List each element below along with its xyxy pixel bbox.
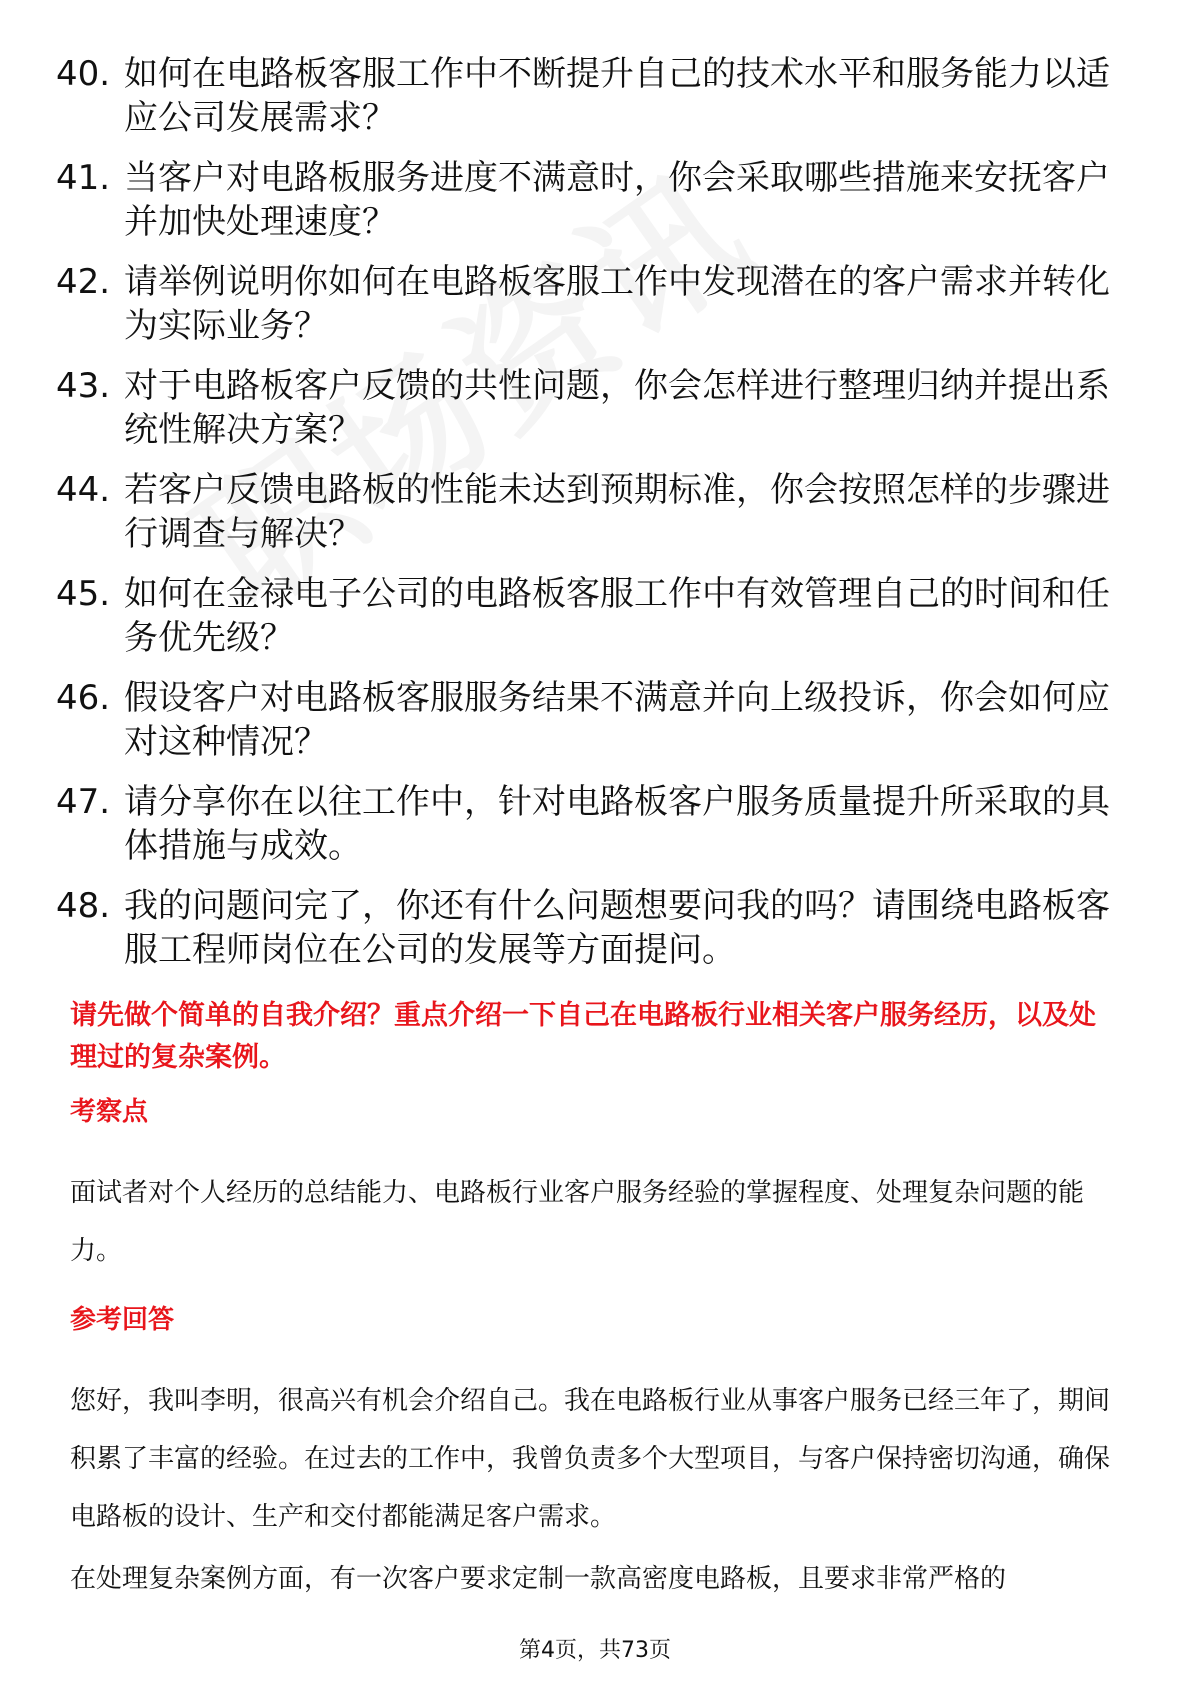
answer-paragraph: 在处理复杂案例方面，有一次客户要求定制一款高密度电路板，且要求非常严格的	[70, 1564, 1007, 1594]
question-number: 48.	[56, 886, 111, 926]
question-text: 如何在电路板客服工作中不断提升自己的技术水平和服务能力以适应公司发展需求？	[124, 54, 1110, 138]
question-item	[56, 884, 1136, 972]
question-number: 43.	[56, 366, 111, 406]
focus-label: 考察点	[70, 1097, 149, 1127]
question-item	[56, 156, 1136, 244]
question-number: 45.	[56, 574, 111, 614]
question-number: 41.	[56, 158, 111, 198]
page-footer: 第4页，共73页	[519, 1638, 671, 1663]
question-number: 42.	[56, 262, 111, 302]
question-text: 请分享你在以往工作中，针对电路板客户服务质量提升所采取的具体措施与成效。	[124, 782, 1110, 866]
question-text: 对于电路板客户反馈的共性问题，你会怎样进行整理归纳并提出系统性解决方案？	[124, 366, 1110, 450]
interview-question-headline: 请先做个简单的自我介绍？重点介绍一下自己在电路板行业相关客户服务经历，以及处理过的复杂案例。	[70, 1000, 1096, 1073]
question-text: 如何在金禄电子公司的电路板客服工作中有效管理自己的时间和任务优先级？	[124, 574, 1110, 658]
question-number: 44.	[56, 470, 111, 510]
question-text: 我的问题问完了，你还有什么问题想要问我的吗？请围绕电路板客服工程师岗位在公司的发展等方面提问。	[124, 886, 1110, 970]
question-item	[56, 572, 1136, 660]
question-item	[56, 52, 1136, 140]
answer-label: 参考回答	[70, 1305, 175, 1335]
question-item	[56, 468, 1136, 556]
question-text: 若客户反馈电路板的性能未达到预期标准，你会按照怎样的步骤进行调查与解决？	[124, 470, 1110, 554]
question-number: 46.	[56, 678, 111, 718]
question-item	[56, 260, 1136, 348]
question-text: 假设客户对电路板客服服务结果不满意并向上级投诉，你会如何应对这种情况？	[124, 678, 1110, 762]
focus-text: 面试者对个人经历的总结能力、电路板行业客户服务经验的掌握程度、处理复杂问题的能力。	[70, 1178, 1085, 1266]
question-text: 请举例说明你如何在电路板客服工作中发现潜在的客户需求并转化为实际业务？	[124, 262, 1110, 346]
answer-paragraph: 您好，我叫李明，很高兴有机会介绍自己。我在电路板行业从事客户服务已经三年了，期间积累了丰富的经验。在过去的工作中，我曾负责多个大型项目，与客户保持密切沟通，确保电路板的设计、生产和交付都能满足客户需求。	[70, 1386, 1111, 1532]
question-list	[56, 52, 1136, 988]
question-number: 40.	[56, 54, 111, 94]
question-number: 47.	[56, 782, 111, 822]
question-text: 当客户对电路板服务进度不满意时，你会采取哪些措施来安抚客户并加快处理速度？	[124, 158, 1110, 242]
question-item	[56, 780, 1136, 868]
question-item	[56, 676, 1136, 764]
question-item	[56, 364, 1136, 452]
